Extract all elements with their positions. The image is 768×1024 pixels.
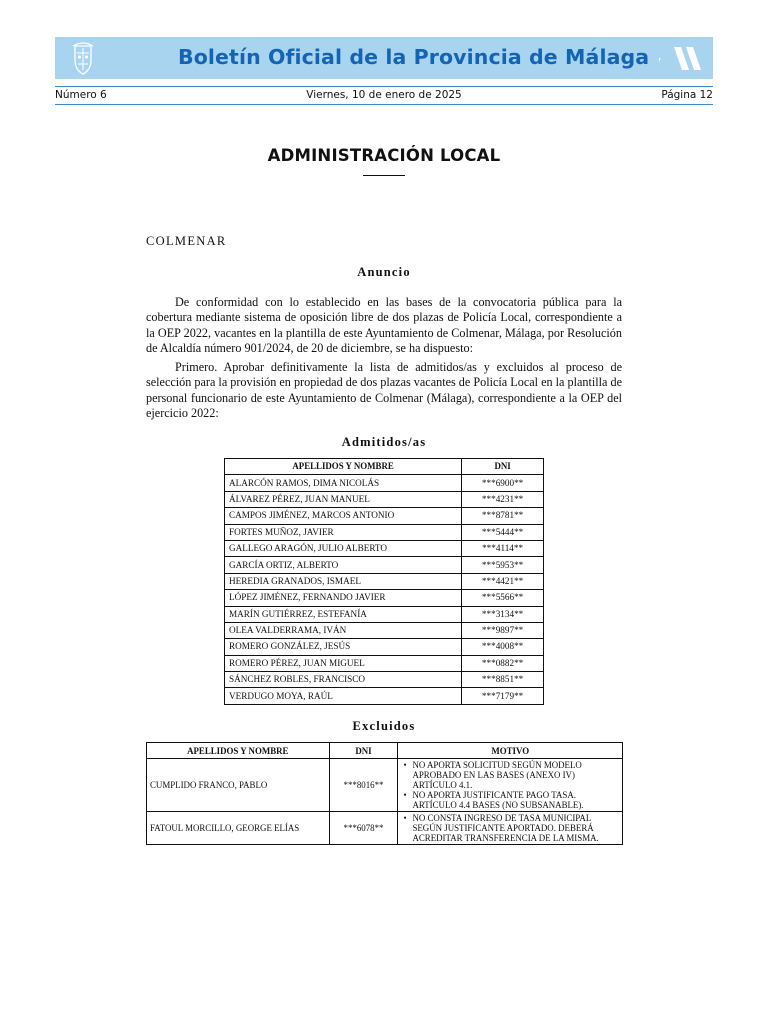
- applicant-name: SÁNCHEZ ROBLES, FRANCISCO: [225, 672, 462, 688]
- column-header-dni: DNI: [462, 459, 544, 475]
- applicant-dni: ***4231**: [462, 491, 544, 507]
- reason-list: [401, 760, 619, 810]
- table-row: [225, 672, 544, 688]
- page-number: Página 12: [661, 89, 713, 101]
- applicant-name: ROMERO GONZÁLEZ, JESÚS: [225, 639, 462, 655]
- table-row: [225, 524, 544, 540]
- bulletin-title: Boletín Oficial de la Provincia de Málaga: [178, 45, 650, 69]
- section-divider: [363, 175, 405, 176]
- admitidos-table: [224, 458, 544, 705]
- table-row: [225, 573, 544, 589]
- table-row: [225, 655, 544, 671]
- table-row: [147, 759, 623, 812]
- table-row: [225, 508, 544, 524]
- applicant-dni: ***4114**: [462, 540, 544, 556]
- applicant-name: OLEA VALDERRAMA, IVÁN: [225, 622, 462, 638]
- reason-list: [401, 813, 619, 843]
- coat-of-arms-icon: [67, 40, 99, 76]
- issue-number: Número 6: [55, 89, 107, 101]
- paragraph-intro: De conformidad con lo establecido en las bases de la convocatoria pública para la cobertura mediante sistema de oposición libre de dos plazas de Policía Local, correspondiente a la OEP 2022, vacantes en la plantilla de este Ayuntamiento de Colmenar, Málaga, por Resolución de Alcaldía número 901/2024, de 20 de diciembre, se ha dispuesto:: [146, 295, 622, 355]
- table-row: [147, 812, 623, 845]
- table-header-row: [147, 743, 623, 759]
- applicant-dni: ***9897**: [462, 622, 544, 638]
- column-header-dni: DNI: [329, 743, 398, 759]
- table-row: [225, 639, 544, 655]
- header-banner: [55, 37, 713, 79]
- applicant-dni: ***7179**: [462, 688, 544, 704]
- table-header-row: [225, 459, 544, 475]
- applicant-dni: ***0882**: [462, 655, 544, 671]
- applicant-name: ALARCÓN RAMOS, DIMA NICOLÁS: [225, 475, 462, 491]
- applicant-name: VERDUGO MOYA, RAÚL: [225, 688, 462, 704]
- applicant-name: ÁLVAREZ PÉREZ, JUAN MANUEL: [225, 491, 462, 507]
- excluded-dni: ***6078**: [329, 812, 398, 845]
- reason-item: • NO APORTA SOLICITUD SEGÚN MODELO APROBADO EN LAS BASES (ANEXO IV) ARTÍCULO 4.1.: [412, 760, 619, 790]
- header-rule-top: [55, 86, 713, 87]
- column-header-name: APELLIDOS Y NOMBRE: [225, 459, 462, 475]
- applicant-name: LÓPEZ JIMÉNEZ, FERNANDO JAVIER: [225, 590, 462, 606]
- column-header-motivo: MOTIVO: [398, 743, 623, 759]
- applicant-dni: ***3134**: [462, 606, 544, 622]
- issue-date: Viernes, 10 de enero de 2025: [306, 89, 462, 101]
- header-rule-bottom: [55, 104, 713, 105]
- applicant-dni: ***5953**: [462, 557, 544, 573]
- applicant-name: CAMPOS JIMÉNEZ, MARCOS ANTONIO: [225, 508, 462, 524]
- applicant-name: ROMERO PÉREZ, JUAN MIGUEL: [225, 655, 462, 671]
- announcement-title: Anuncio: [357, 265, 411, 279]
- excluidos-body: [147, 759, 623, 845]
- section-title: ADMINISTRACIÓN LOCAL: [267, 146, 501, 165]
- applicant-name: HEREDIA GRANADOS, ISMAEL: [225, 573, 462, 589]
- table-row: [225, 491, 544, 507]
- applicant-dni: ***8781**: [462, 508, 544, 524]
- reason-item: • NO APORTA JUSTIFICANTE PAGO TASA. ARTÍCULO 4.4 BASES (NO SUBSANABLE).: [412, 790, 619, 810]
- excluded-dni: ***8016**: [329, 759, 398, 812]
- excluidos-heading: Excluidos: [352, 719, 416, 733]
- applicant-dni: ***4421**: [462, 573, 544, 589]
- applicant-name: GALLEGO ARAGÓN, JULIO ALBERTO: [225, 540, 462, 556]
- table-row: [225, 606, 544, 622]
- column-header-name: APELLIDOS Y NOMBRE: [147, 743, 330, 759]
- table-row: [225, 475, 544, 491]
- municipality-name: COLMENAR: [146, 234, 227, 248]
- applicant-dni: ***8851**: [462, 672, 544, 688]
- table-row: [225, 557, 544, 573]
- applicant-dni: ***4008**: [462, 639, 544, 655]
- table-row: [225, 540, 544, 556]
- applicant-dni: ***6900**: [462, 475, 544, 491]
- table-row: [225, 590, 544, 606]
- applicant-dni: ***5566**: [462, 590, 544, 606]
- excluded-name: CUMPLIDO FRANCO, PABLO: [147, 759, 330, 812]
- paragraph-primero: Primero. Aprobar definitivamente la lista de admitidos/as y excluidos al proceso de selección para la provisión en propiedad de dos plazas vacantes de Policía Local en la plantilla de personal funcionario de este Ayuntamiento de Colmenar (Málaga), correspondiente a la OEP del ejercicio 2022:: [146, 360, 622, 420]
- applicant-dni: ***5444**: [462, 524, 544, 540]
- diputacion-logo-icon: [659, 45, 703, 71]
- applicant-name: FORTES MUÑOZ, JAVIER: [225, 524, 462, 540]
- admitidos-heading: Admitidos/as: [341, 435, 427, 449]
- excluidos-table: [146, 742, 623, 845]
- applicant-name: MARÍN GUTIÉRREZ, ESTEFANÍA: [225, 606, 462, 622]
- reason-item: • NO CONSTA INGRESO DE TASA MUNICIPAL SEGÚN JUSTIFICANTE APORTADO. DEBERÁ ACREDITAR TRANSFERENCIA DE LA MISMA.: [412, 813, 619, 843]
- exclusion-reasons: [398, 759, 623, 812]
- admitidos-body: [225, 475, 544, 704]
- applicant-name: GARCÍA ORTIZ, ALBERTO: [225, 557, 462, 573]
- table-row: [225, 622, 544, 638]
- table-row: [225, 688, 544, 704]
- excluded-name: FATOUL MORCILLO, GEORGE ELÍAS: [147, 812, 330, 845]
- exclusion-reasons: [398, 812, 623, 845]
